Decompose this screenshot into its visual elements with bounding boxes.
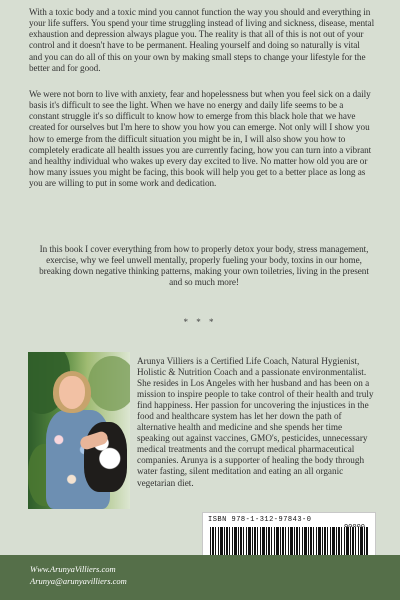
website-link[interactable]: Www.ArunyaVilliers.com xyxy=(30,564,116,574)
section-separator: * * * xyxy=(183,317,217,327)
foliage-shape xyxy=(88,356,130,411)
intro-paragraph-1: With a toxic body and a toxic mind you cannot function the way you should and everything in your life suffers. You spend your time struggling instead of living and sickness, disease, mental exhaustion and depression always plague you. The reality is that all of this is not out of your control and it doesn't have to be permanent. Healing yourself and doing so naturally is vital and you can do all of this on your own by making small steps to change your lifestyle for the better and for good. xyxy=(29,7,375,73)
book-contents-paragraph: In this book I cover everything from how to properly detox your body, stress management, exercise, why we feel unwell mentally, properly fueling your body, toxins in our home, breaking down negative thinking patterns, making your own toiletries, living in the present and so much more! xyxy=(39,244,369,288)
author-photo xyxy=(28,352,130,509)
intro-paragraph-2: We were not born to live with anxiety, fear and hopelessness but when you feel sick on a daily basis it's difficult to see the light. When we have no energy and daily life seems to be a constant struggle it's so difficult to know how to emerge from this black hole that we have created for ourselves but I'm here to show you how you can emerge. Not only will I show you how to emerge from the difficult situation you might be in, I will also show you how to completely eradicate all health issues you are currently facing, how you can turn into a vibrant and healthy individual who wakes up every day excited to live. No matter how old you are or how many issues you might be facing, this book will help you get to a better place as long as you are willing to put in some work and dedication. xyxy=(29,89,372,189)
author-bio: Arunya Villiers is a Certified Life Coach, Natural Hygienist, Holistic & Nutrition Coach and a passionate environmentalist. She resides in Los Angeles with her husband and has been on a mission to inspire people to take control of their health and truly find happiness. Her passion for uncovering the injustices in the food and healthcare system has let her down the path of alternative health and medicine and she spends her time speaking out against vaccines, GMO's, pesticides, unnecessary medical treatments and the corrupt medical pharmaceutical companies. Arunya is a supporter of healing the body through water fasting, silent meditation and eating an all organic vegetarian diet. xyxy=(137,356,374,488)
barcode-bars xyxy=(210,527,369,556)
isbn-label: ISBN 978-1-312-97843-0 xyxy=(208,516,312,524)
author-face xyxy=(59,376,85,409)
email-link[interactable]: Arunya@arunyavilliers.com xyxy=(30,576,127,586)
